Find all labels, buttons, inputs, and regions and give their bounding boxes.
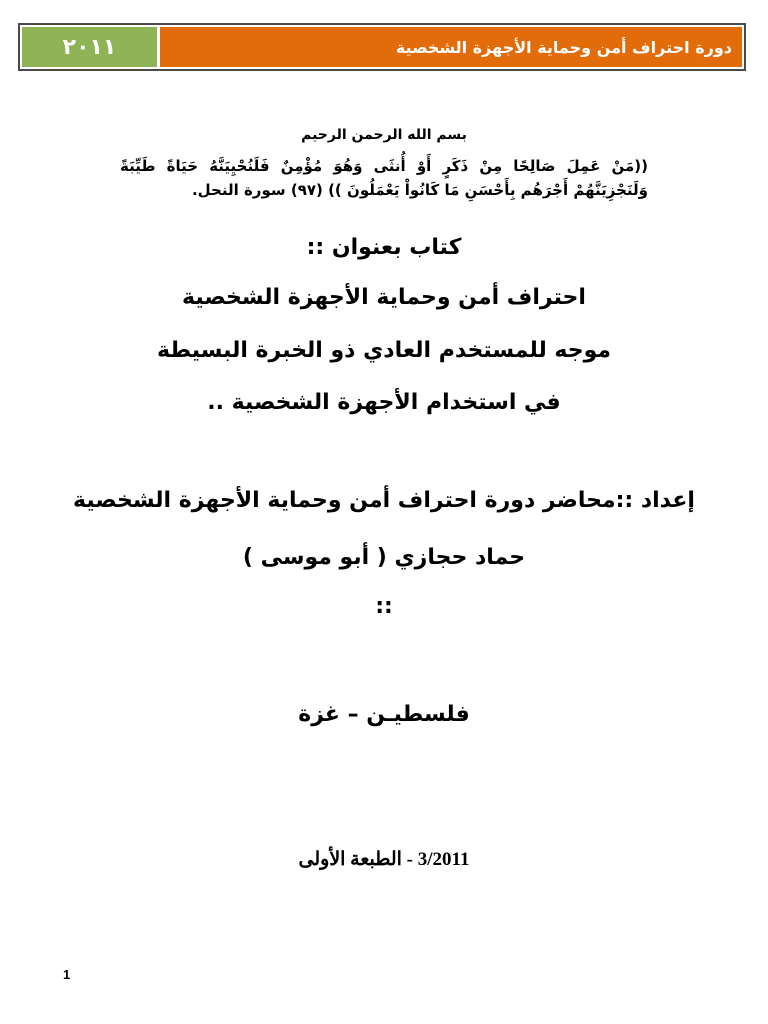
separator-mark: ::	[375, 594, 393, 619]
quran-verse: ((مَنْ عَمِلَ صَالِحًا مِنْ ذَكَرٍ أَوْ أُنثَى وَهُوَ مُؤْمِنٌ فَلَنُحْيِيَنَّهُ حَيَاةً طَيِّبَةً وَلَنَجْزِيَنَّهُمْ أَجْرَهُم بِأَحْسَنِ مَا كَانُواْ يَعْمَلُونَ )) (٩٧) سورة النحل.	[120, 157, 648, 199]
place: فلسطيـن – غزة	[298, 702, 470, 727]
edition-date: 3/2011 - الطبعة الأولى	[298, 849, 470, 870]
book-title-line-1: احتراف أمن وحماية الأجهزة الشخصية	[182, 285, 586, 310]
header-title: دورة احتراف أمن وحماية الأجهزة الشخصية	[160, 27, 742, 67]
page-header	[18, 23, 746, 71]
author-name: حماد حجازي ( أبو موسى )	[242, 545, 526, 570]
book-title-line-2: موجه للمستخدم العادي ذو الخبرة البسيطة	[156, 338, 612, 363]
page-number: 1	[63, 967, 71, 982]
basmala: بسم الله الرحمن الرحيم	[301, 127, 467, 143]
book-title-line-3: في استخدام الأجهزة الشخصية ..	[207, 390, 561, 415]
prepared-by: إعداد ::محاضر دورة احتراف أمن وحماية الأجهزة الشخصية	[73, 488, 695, 513]
book-label: كتاب بعنوان ::	[306, 235, 462, 260]
header-year: ٢٠١١	[22, 27, 157, 67]
